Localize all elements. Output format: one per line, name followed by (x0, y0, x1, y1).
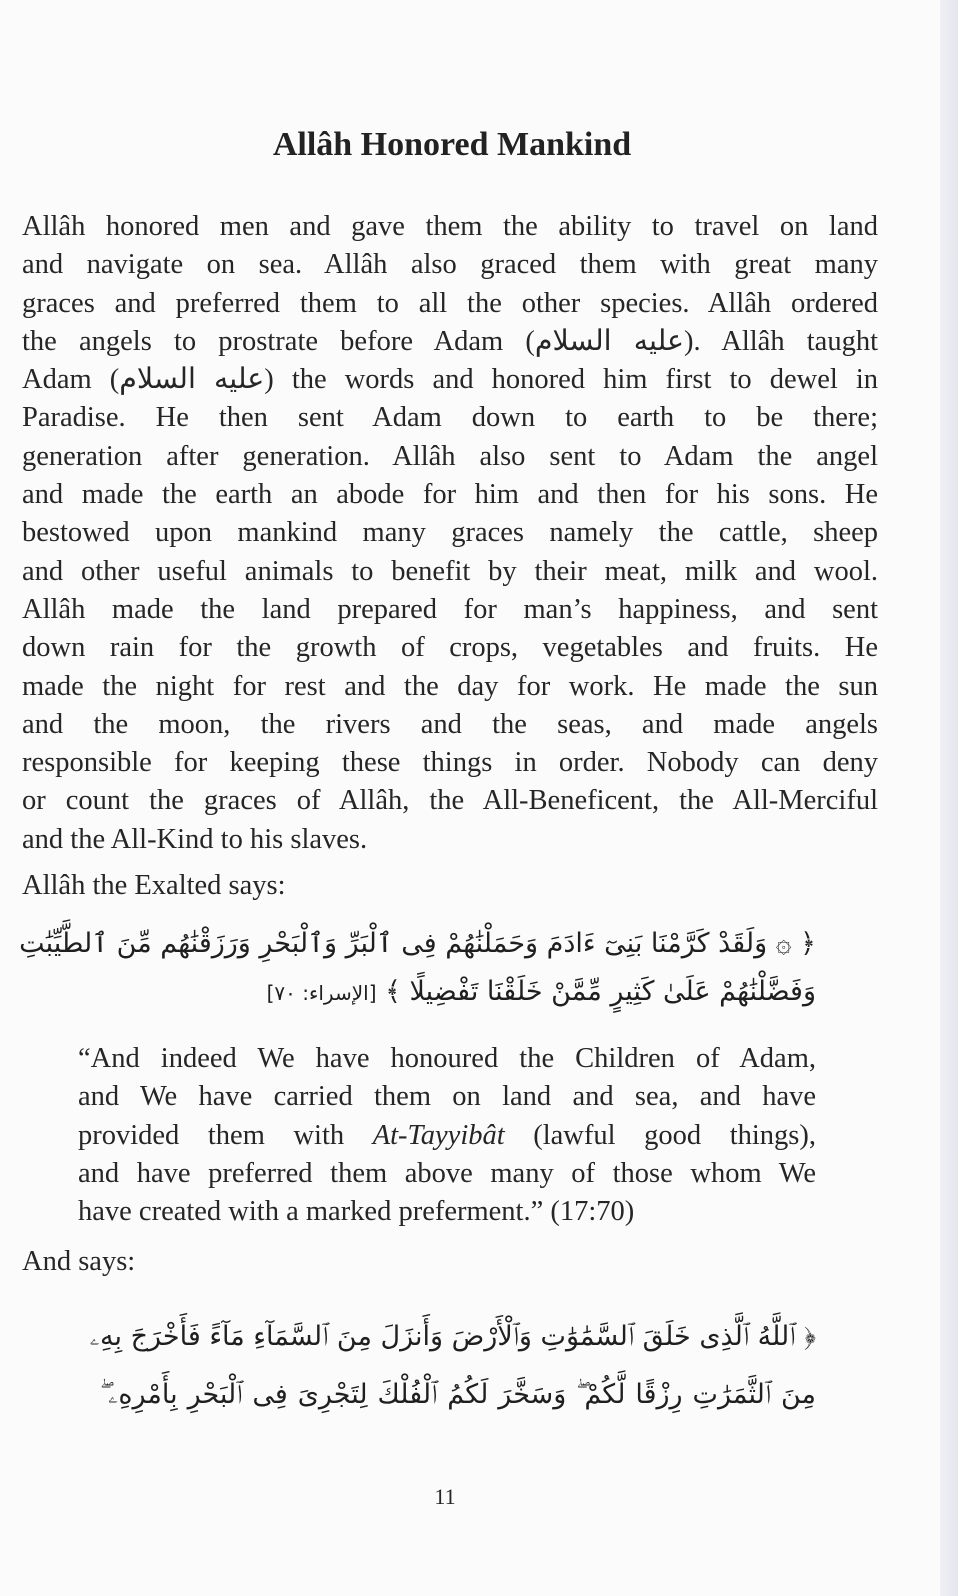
paragraph-line: and the All-Kind to his slaves. (22, 823, 368, 855)
paragraph-line: Allâh honored men and gave them the ability to travel on land (22, 211, 878, 242)
translation-line (78, 1117, 816, 1155)
translation-text: provided them with (78, 1119, 373, 1151)
paragraph-line: down rain for the growth of crops, vegetables and fruits. He (22, 632, 878, 664)
paragraph-line: graces and preferred them to all the other species. Allâh ordered (22, 287, 878, 319)
translation-text: (lawful good things), (504, 1119, 817, 1151)
translation-line: and We have carried them on land and sea, and have (78, 1081, 816, 1113)
body-paragraph (22, 208, 878, 859)
arabic-verse-2 (89, 1308, 816, 1424)
arabic-verse-line: ﴿ ٱللَّهُ ٱلَّذِى خَلَقَ ٱلسَّمَٰوَٰتِ وَٱلْأَرْضَ وَأَنزَلَ مِنَ ٱلسَّمَآءِ مَآءً فَأَخْرَجَ بِهِۦ (89, 1321, 816, 1352)
chapter-title: Allâh Honored Mankind (272, 126, 632, 163)
paragraph-line: Allâh made the land prepared for man’s happiness, and sent (22, 593, 878, 625)
arabic-verse-text: وَفَضَّلْنَٰهُمْ عَلَىٰ كَثِيرٍ مِّمَّنْ خَلَقْنَا تَفْضِيلًا ﴾ (385, 976, 816, 1007)
verse-intro: Allâh the Exalted says: (22, 870, 286, 901)
verse-reference: [الإسراء: ٧٠] (266, 981, 377, 1005)
paragraph-line: made the night for rest and the day for work. He made the sun (22, 670, 878, 702)
paragraph-line: Adam (عليه السلام) the words and honored him first to dewel in (22, 364, 878, 396)
paragraph-line: and navigate on sea. Allâh also graced them with great many (22, 249, 878, 281)
paragraph-line: and other useful animals to benefit by their meat, milk and wool. (22, 555, 878, 587)
paragraph-line: responsible for keeping these things in order. Nobody can deny (22, 747, 878, 779)
paragraph-line: and made the earth an abode for him and then for his sons. He (22, 479, 878, 511)
translation-line: and have preferred them above many of those whom We (78, 1157, 816, 1189)
arabic-verse-1 (19, 920, 816, 1017)
paragraph-line: the angels to prostrate before Adam (عليه السلام). Allâh taught (22, 325, 878, 357)
paragraph-line: generation after generation. Allâh also sent to Adam the angel (22, 440, 878, 472)
page-number: 11 (434, 1484, 456, 1509)
translation-italic-term: At-Tayyibât (372, 1119, 505, 1151)
arabic-verse-line (100, 968, 816, 1017)
translation-line: “And indeed We have honoured the Children of Adam, (78, 1043, 816, 1074)
translation-line: have created with a marked preferment.” (17:70) (78, 1196, 635, 1228)
paragraph-line: or count the graces of Allâh, the All-Beneficent, the All-Merciful (22, 785, 878, 817)
paragraph-line: and the moon, the rivers and the seas, and made angels (22, 708, 878, 740)
arabic-verse-line: مِنَ ٱلثَّمَرَٰتِ رِزْقًا لَّكُمْ ۖ وَسَخَّرَ لَكُمُ ٱلْفُلْكَ لِتَجْرِىَ فِى ٱلْبَحْرِ بِأَمْرِهِۦ ۖ (100, 1379, 816, 1410)
verse-intro: And says: (22, 1246, 136, 1277)
arabic-verse-line: ﴿ ۞ وَلَقَدْ كَرَّمْنَا بَنِىٓ ءَادَمَ وَحَمَلْنَٰهُمْ فِى ٱلْبَرِّ وَٱلْبَحْرِ وَرَزَقْنَٰهُم مِّنَ ٱلطَّيِّبَٰتِ (19, 928, 816, 959)
paragraph-line: bestowed upon mankind many graces namely the cattle, sheep (22, 517, 878, 549)
verse-translation (78, 1040, 816, 1231)
page-edge (940, 0, 958, 1596)
paragraph-line: Paradise. He then sent Adam down to earth to be there; (22, 402, 878, 434)
